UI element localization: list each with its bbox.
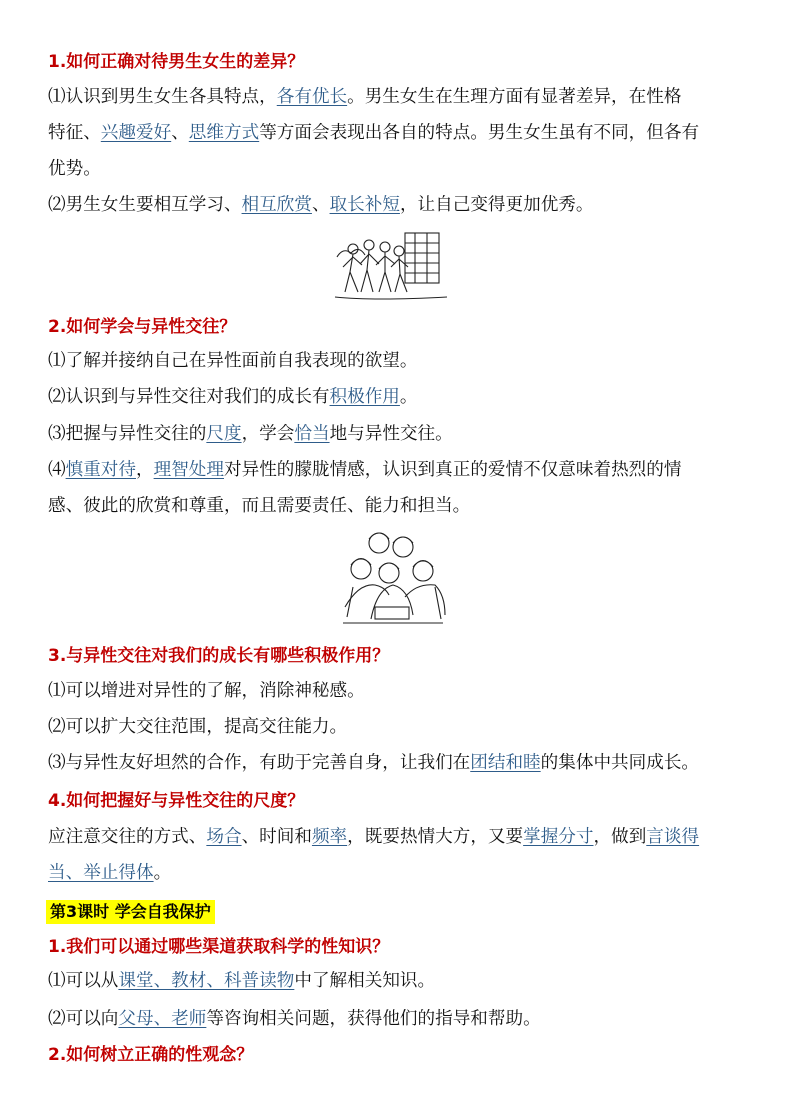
question-title-3: 3.与异性交往对我们的成长有哪些积极作用？	[48, 646, 390, 666]
keyword: 相互欣赏	[241, 195, 312, 215]
question-title-5: 1.我们可以通过哪些渠道获取科学的性知识？	[48, 937, 390, 957]
students-group-illustration	[335, 527, 451, 631]
paragraph: 当、举止得体。	[48, 863, 172, 883]
keyword: 尺度	[206, 424, 242, 444]
keyword: 父母、老师	[118, 1009, 207, 1029]
paragraph: ⑵可以向父母、老师等咨询相关问题，获得他们的指导和帮助。	[48, 1009, 541, 1029]
keyword: 理智处理	[153, 460, 224, 480]
paragraph: 感、彼此的欣赏和尊重，而且需要责任、能力和担当。	[48, 496, 471, 516]
paragraph: 特征、兴趣爱好、思维方式等方面会表现出各自的特点。男生女生虽有不同，但各有	[48, 123, 700, 143]
keyword: 团结和睦	[470, 753, 541, 773]
question-title-2: 2.如何学会与异性交往？	[48, 317, 237, 337]
paragraph: 应注意交往的方式、场合、时间和频率，既要热情大方，又要掌握分寸，做到言谈得	[48, 827, 700, 847]
question-title-6: 2.如何树立正确的性观念？	[48, 1045, 254, 1065]
keyword: 当、举止得体	[48, 863, 154, 883]
keyword: 场合	[206, 827, 242, 847]
keyword: 取长补短	[329, 195, 400, 215]
paragraph: ⑴认识到男生女生各具特点，各有优长。男生女生在生理方面有显著差异，在性格	[48, 87, 682, 107]
paragraph: ⑶把握与异性交往的尺度，学会恰当地与异性交往。	[48, 424, 453, 444]
paragraph: ⑴可以增进对异性的了解，消除神秘感。	[48, 681, 365, 701]
students-walking-illustration	[333, 227, 451, 303]
keyword: 各有优长	[276, 87, 348, 107]
paragraph: ⑴了解并接纳自己在异性面前自我表现的欲望。	[48, 351, 418, 371]
paragraph: 优势。	[48, 159, 101, 179]
paragraph: ⑵男生女生要相互学习、相互欣赏、取长补短，让自己变得更加优秀。	[48, 195, 594, 215]
question-title-4: 4.如何把握好与异性交往的尺度？	[48, 791, 305, 811]
keyword: 积极作用	[329, 387, 400, 407]
keyword: 掌握分寸	[523, 827, 594, 847]
paragraph: ⑶与异性友好坦然的合作，有助于完善自身，让我们在团结和睦的集体中共同成长。	[48, 753, 700, 773]
keyword: 思维方式	[188, 123, 260, 143]
keyword: 课堂、教材、科普读物	[118, 971, 295, 991]
lesson-heading: 第3课时 学会自我保护	[46, 900, 215, 924]
question-title-1: 1.如何正确对待男生女生的差异？	[48, 52, 305, 72]
keyword: 言谈得	[646, 827, 700, 847]
keyword: 慎重对待	[65, 460, 136, 480]
keyword: 恰当	[294, 424, 330, 444]
paragraph: ⑴可以从课堂、教材、科普读物中了解相关知识。	[48, 971, 436, 991]
keyword: 频率	[311, 827, 348, 847]
paragraph: ⑷慎重对待，理智处理对异性的朦胧情感，认识到真正的爱情不仅意味着热烈的情	[48, 460, 682, 480]
paragraph: ⑵可以扩大交往范围，提高交往能力。	[48, 717, 348, 737]
keyword: 兴趣爱好	[100, 123, 172, 143]
paragraph: ⑵认识到与异性交往对我们的成长有积极作用。	[48, 387, 418, 407]
